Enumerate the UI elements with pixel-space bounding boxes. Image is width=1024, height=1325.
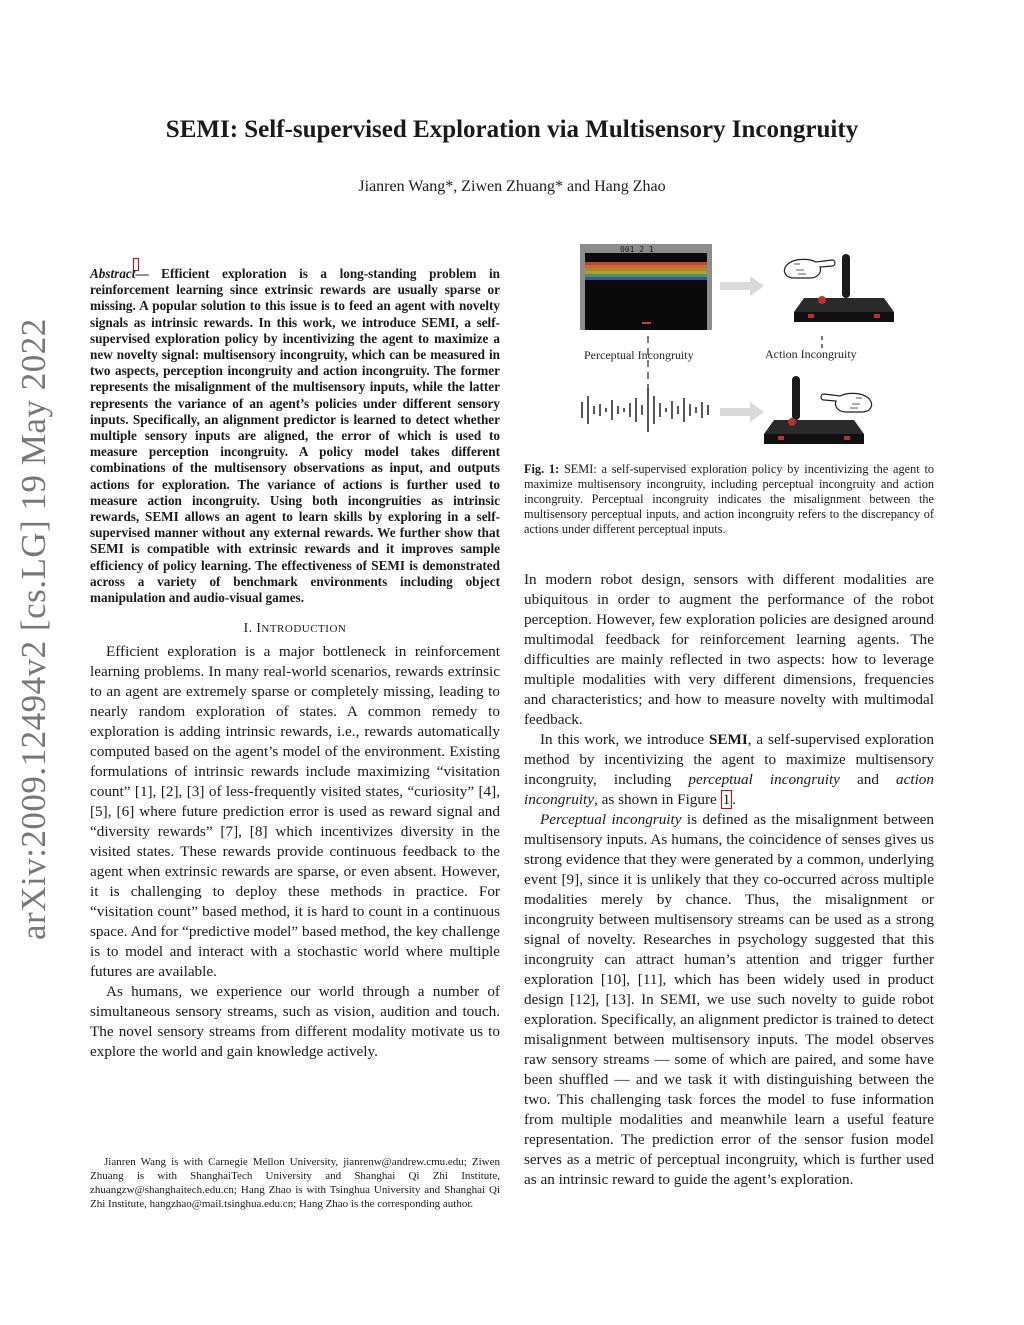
p3-text: is defined as the misalignment between multisensory inputs. As humans, the coincidence of senses gives us strong evidence that they were generated by a common, underlying event [9], since it is unlikely that they co-occurred across multiple modalities merely by chance. Thus, the misalignment or incongruity between multisensory streams can be used as a strong signal of novelty. Researches in psychology suggested that this incongruity can attract human’s attention and trigger further exploration [10], [11], which has been widely used in product design [12], [13]. In SEMI, we use such novelty to guide robot exploration. Specifically, an alignment predictor is trained to detect misalignment between multisensory inputs. The model observes raw sensory streams — some of which are paired, and some have been shuffled — and we task it with distinguishing between the two. This challenging task forces the model to fuse information from multiple modalities and meanwhile learn a useful feature representation. The prediction error of the sensor fusion model serves as a metric of perceptual incongruity, which is further used as an intrinsic reward to guide the agent’s exploration. [524, 811, 934, 1188]
figure-1-link[interactable]: 1 [722, 791, 731, 808]
abstract-text: — Efficient exploration is a long-standing problem in reinforcement learning since extrinsic rewards are usually sparse or missing. A popular solution to this issue is to feed an agent with novelty signals as intrinsic rewards. In this work, we introduce SEMI, a self-supervised exploration policy by incentivizing the agent to maximize a new novelty signal: multisensory incongruity, which can be measured in two aspects, perception incongruity and action incongruity. The former represents the misalignment of the multisensory inputs, while the latter represents the variance of an agent’s policies under different sensory inputs. Specifically, an alignment predictor is learned to detect whether multiple sensory inputs are aligned, the error of which is used to measure perception incongruity. A policy model takes different combinations of the multisensory observations as input, and outputs actions for exploration. The variance of actions is further used to measure action incongruity. Using both incongruities as intrinsic rewards, SEMI allows an agent to learn skills by exploring in a self-supervised manner without any external rewards. We further show that SEMI is compatible with extrinsic rewards and it improves sample efficiency of policy learning. The effectiveness of SEMI is demonstrated across a variety of benchmark environments including object manipulation and audio-visual games. [90, 266, 500, 606]
section-heading-text: NTRODUCTION [261, 623, 347, 636]
intro-paragraph-2: As humans, we experience our world through a number of simultaneous sensory streams, such as vision, audition and touch. The novel sensory streams from different modality motivate us to explore the world and gain knowledge actively. [90, 983, 500, 1061]
figure-1-caption [524, 462, 934, 537]
game-wall-left [580, 253, 585, 330]
p2-part-b: , a self-supervised exploration method by incentivizing the agent to maximize multisensory incongruity, including [524, 731, 934, 788]
pointing-hand-bottom [821, 393, 872, 412]
right-paragraph-1: In modern robot design, sensors with different modalities are ubiquitous in order to augment the performance of the robot perception. However, few exploration policies are designed around multimodal feedback for reinforcement learning agents. The difficulties are mainly reflected in two aspects: how to leverage multiple modalities with very different dimensions, frequencies and characteristics; and how to measure novelty with multimodal feedback. [524, 571, 934, 728]
right-paragraph-3 [524, 810, 934, 1190]
game-paddle [642, 322, 651, 324]
arxiv-identifier: arXiv:2009.12494v2 [cs.LG] 19 May 2022 [14, 318, 53, 940]
p2-part-c: and [839, 771, 897, 788]
game-wall-right [707, 253, 712, 330]
arrow-right-top [720, 276, 764, 296]
brick-row-blue [585, 277, 707, 280]
audio-waveform [582, 388, 708, 432]
p2-part-d: , as shown in Figure [594, 791, 721, 808]
p2-part-a: In this work, we introduce [540, 731, 709, 748]
term-action-incongruity: action incongruity [524, 771, 934, 808]
section-numeral: I. I [243, 620, 262, 636]
brick-row-green [585, 274, 707, 277]
right-paragraph-2 [524, 730, 934, 810]
caption-text: SEMI: a self-supervised exploration policy by incentivizing the agent to maximize multisensory incongruity, including perceptual incongruity and action incongruity. Perceptual incongruity indicates the misalignment between the multisensory perceptual inputs, and action incongruity refers to the discrepancy of actions under different perceptual inputs. [524, 462, 935, 536]
game-screen [580, 244, 712, 330]
brick-row-orange [585, 265, 707, 268]
author-footnote: Jianren Wang is with Carnegie Mellon University, jianrenw@andrew.cmu.edu; Ziwen Zhuang is with ShanghaiTech University and Shanghai Qi Zhi Institute, zhuangzw@shanghaitech.edu.cn; Hang Zhao is with Tsinghua University and Shanghai Qi Zhi Institute, hangzhao@mail.tsinghua.edu.cn; Hang Zhao is the corresponding author. [90, 1156, 500, 1210]
figure-1-illustration [524, 240, 934, 450]
section-heading-introduction [90, 620, 500, 636]
p2-part-e: . [732, 791, 736, 808]
left-column [90, 266, 500, 1062]
paper-authors: Jianren Wang*, Ziwen Zhuang* and Hang Zhao [358, 178, 666, 195]
abstract-lead: Abstract [90, 266, 136, 281]
label-action-incongruity: Action Incongruity [765, 347, 857, 361]
pointing-hand-top [784, 259, 835, 278]
intro-paragraph-1: Efficient exploration is a major bottleneck in reinforcement learning problems. In many real-world scenarios, rewards extrinsic to an agent are extremely sparse or completely missing, leading to nearly random exploration of states. A common remedy to exploration is adding intrinsic rewards, i.e., rewards automatically computed based on the agent’s model of the environment. Existing formulations of intrinsic rewards include maximizing “visitation count” [1], [2], [3] of less-frequently visited states, “curiosity” [4], [5], [6] where future prediction error is used as reward signal and “diversity rewards” [7], [8] which incentivizes diversity in the visited states. These rewards provide continuous feedback to the agent when extrinsic rewards are sparse, or even absent. However, it is challenging to deploy these methods in practice. For “visitation count” based method, it is hard to count in a continuous space. And for “predictive model” based method, the key challenge is to model and interact with a stochastic world where multiple futures are available. [90, 643, 500, 981]
term-perceptual-incongruity: perceptual incongruity [688, 771, 840, 788]
brick-row-yellow [585, 271, 707, 274]
paper-title: SEMI: Self-supervised Exploration via Multisensory Incongruity [165, 116, 859, 143]
game-score: 001 2 1 [620, 245, 654, 254]
figure-1 [524, 240, 934, 450]
p3-lead: Perceptual incongruity [540, 811, 682, 828]
abstract [90, 266, 500, 606]
arrow-right-bottom [720, 402, 764, 422]
caption-label: Fig. 1: [524, 462, 560, 476]
right-column [524, 570, 934, 1190]
label-perceptual-incongruity: Perceptual Incongruity [584, 348, 694, 362]
semi-term: SEMI [708, 731, 748, 748]
brick-row-red [585, 262, 707, 265]
brick-row-amber [585, 268, 707, 271]
